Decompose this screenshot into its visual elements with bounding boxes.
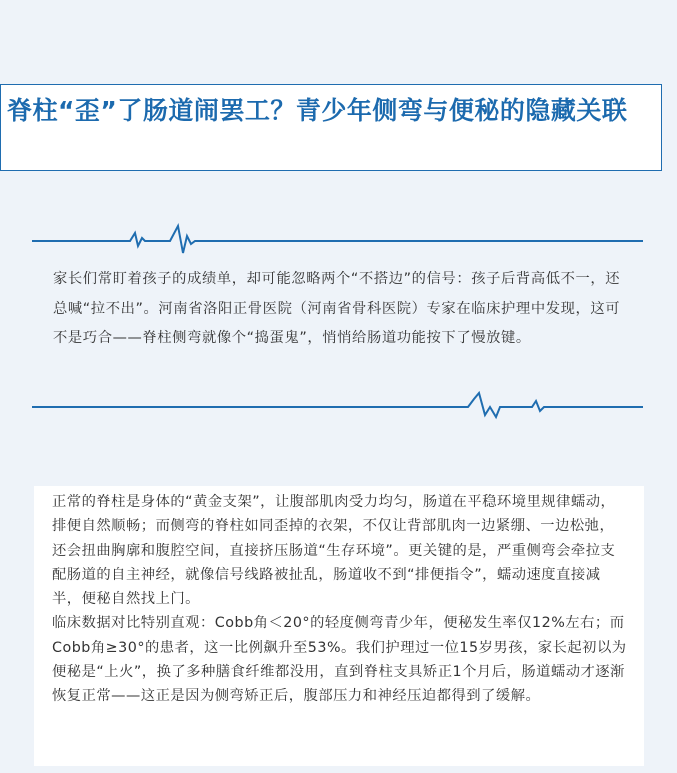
- body-text-box: [34, 486, 644, 766]
- heartbeat-divider-top: [32, 220, 643, 260]
- heartbeat-divider-bottom: [32, 387, 643, 427]
- title-box: [0, 84, 662, 171]
- intro-paragraph: 家长们常盯着孩子的成绩单，却可能忽略两个“不搭边”的信号：孩子后背高低不一，还总喊“拉不出”。河南省洛阳正骨医院（河南省骨科医院）专家在临床护理中发现，这可不是巧合——脊柱侧弯就像个“捣蛋鬼”，悄悄给肠道功能按下了慢放键。: [53, 271, 621, 347]
- body-paragraph-1: 正常的脊柱是身体的“黄金支架”，让腹部肌肉受力均匀，肠道在平稳环境里规律蠕动，排便自然顺畅；而侧弯的脊柱如同歪掉的衣架，不仅让背部肌肉一边紧绷、一边松弛，还会扭曲胸廓和腹腔空间，直接挤压肠道“生存环境”。更关键的是，严重侧弯会牵拉支配肠道的自主神经，就像信号线路被扯乱，肠道收不到“排便指令”，蠕动速度直接减半，便秘自然找上门。: [52, 494, 616, 608]
- article-title: 脊柱“歪”了肠道闹罢工？青少年侧弯与便秘的隐藏关联: [7, 96, 628, 125]
- body-paragraph-2: 临床数据对比特别直观：Cobb角＜20°的轻度侧弯青少年，便秘发生率仅12%左右；而Cobb角≥30°的患者，这一比例飙升至53%。我们护理过一位15岁男孩，家长起初以为便秘是“上火”，换了多种膳食纤维都没用，直到脊柱支具矫正1个月后，肠道蠕动才逐渐恢复正常——这正是因为侧弯矫正后，腹部压力和神经压迫都得到了缓解。: [52, 615, 627, 705]
